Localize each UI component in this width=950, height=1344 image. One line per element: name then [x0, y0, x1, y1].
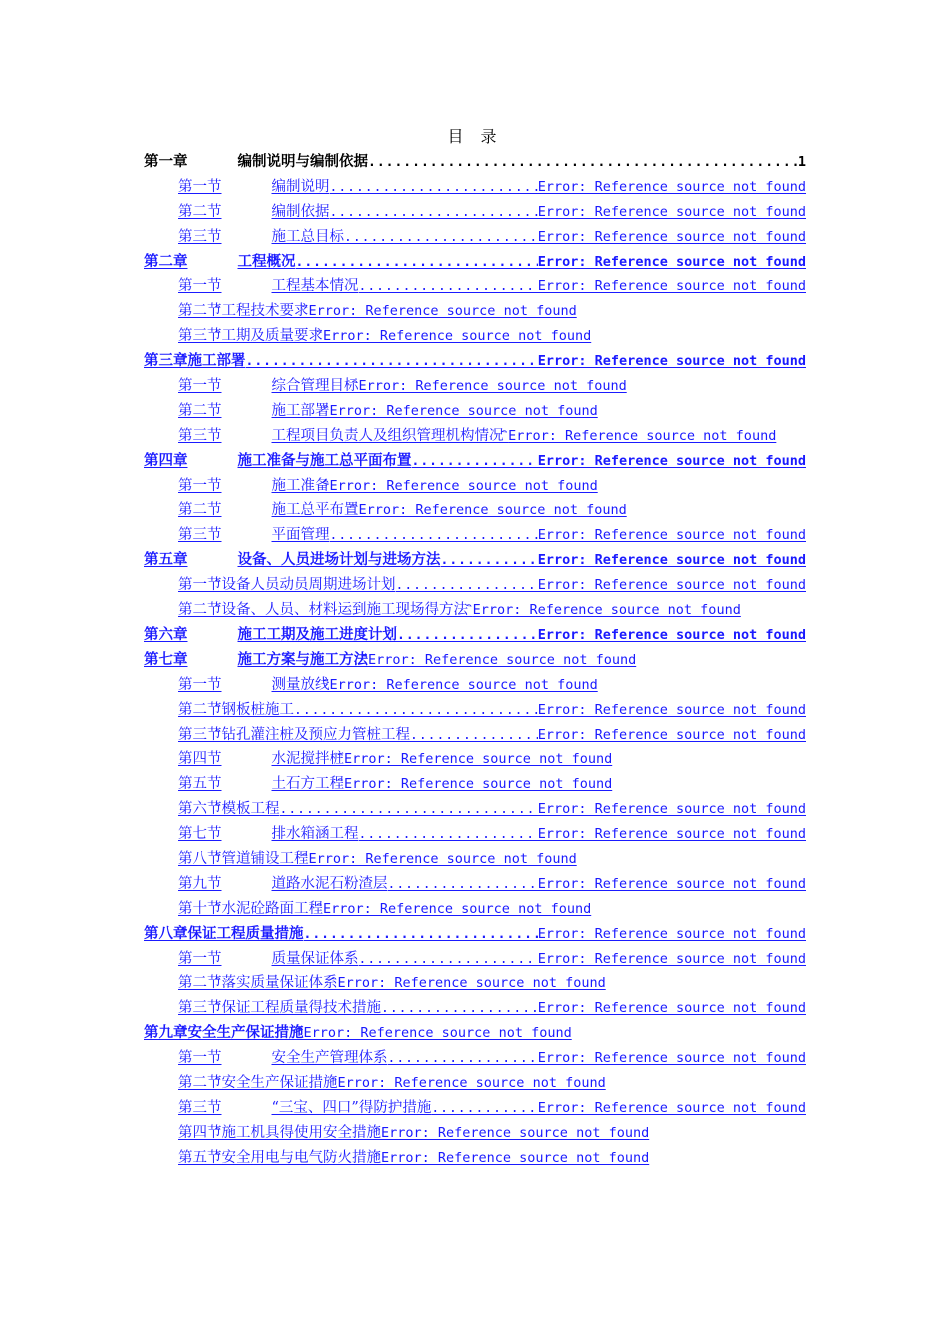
- entry-title: 工程基本情况: [271, 278, 359, 295]
- entry-number: 第四章: [144, 451, 188, 469]
- dot-leader: [410, 724, 538, 749]
- dot-leader: [396, 574, 538, 599]
- dot-leader: [359, 823, 538, 848]
- page-reference: Error: Reference source not found: [308, 850, 577, 867]
- page-reference: Error: Reference source not found: [537, 801, 806, 818]
- toc-entry-section[interactable]: [178, 324, 806, 349]
- page-reference: Error: Reference source not found: [537, 626, 806, 643]
- entry-title: 施工机具得使用安全措施: [221, 1124, 381, 1141]
- entry-title: 钻孔灌注桩及预应力管桩工程: [221, 726, 410, 743]
- page-reference: Error: Reference source not found: [329, 477, 598, 494]
- entry-title: 工程技术要求: [221, 303, 309, 320]
- entry-number: 第三节: [178, 726, 222, 743]
- page-reference: Error: Reference source not found: [537, 726, 806, 743]
- entry-number: 第二节: [178, 701, 222, 718]
- entry-number: 第六章: [144, 625, 188, 643]
- entry-title: 道路水泥石粉渣层: [271, 875, 388, 892]
- entry-number: 第三节: [178, 1000, 222, 1017]
- toc-entry-section[interactable]: [178, 1146, 806, 1171]
- toc-entry-section[interactable]: [178, 1071, 806, 1096]
- dot-leader: [381, 997, 538, 1022]
- page-reference: Error: Reference source not found: [381, 1149, 650, 1166]
- entry-number: 第二章: [144, 252, 188, 270]
- dot-leader: [431, 1097, 537, 1122]
- page-reference: Error: Reference source not found: [323, 328, 592, 345]
- toc-entry-chapter-3[interactable]: [144, 349, 806, 374]
- toc-entry-section[interactable]: [178, 474, 806, 499]
- toc-entry-chapter-6[interactable]: [144, 623, 806, 648]
- dot-leader: [359, 275, 538, 300]
- page-reference: Error: Reference source not found: [537, 353, 806, 370]
- page-reference: Error: Reference source not found: [537, 452, 806, 469]
- entry-number: 第六节: [178, 801, 222, 818]
- entry-title: 排水箱涵工程: [271, 826, 359, 843]
- page-reference: Error: Reference source not found: [537, 950, 806, 967]
- entry-number: 第二节: [178, 303, 222, 320]
- page-reference: Error: Reference source not found: [537, 527, 806, 544]
- entry-number: 第四节: [178, 751, 222, 768]
- page-reference: Error: Reference source not found: [329, 676, 598, 693]
- entry-title: 工程项目负责人及组织管理机构情况: [271, 427, 504, 444]
- page-reference: Error: Reference source not found: [537, 203, 806, 220]
- toc-entry-chapter-7[interactable]: [144, 648, 806, 673]
- entry-number: 第二节: [178, 602, 222, 619]
- dot-leader: [388, 1047, 538, 1072]
- entry-title: 钢板桩施工: [221, 701, 294, 718]
- entry-number: 第一节: [178, 178, 222, 195]
- toc-entry-section[interactable]: [178, 673, 806, 698]
- entry-title: 施工部署: [271, 402, 330, 419]
- toc-entry-chapter-5[interactable]: [144, 548, 806, 573]
- toc-entry-section[interactable]: [178, 996, 806, 1021]
- entry-title: 施工工期及施工进度计划: [237, 625, 397, 643]
- toc-entry-chapter-1[interactable]: [144, 150, 806, 175]
- page-reference: Error: Reference source not found: [537, 925, 806, 942]
- entry-title: 编制说明与编制依据: [237, 153, 368, 170]
- toc-entry-section[interactable]: [178, 897, 806, 922]
- dot-leader: [330, 176, 538, 201]
- page-reference: Error: Reference source not found: [537, 577, 806, 594]
- page-number: 1: [797, 154, 806, 170]
- entry-title: 施工准备: [271, 477, 330, 494]
- entry-number: 第十节: [178, 900, 222, 917]
- entry-title: 设备、人员进场计划与进场方法: [237, 551, 441, 569]
- page-reference: Error: Reference source not found: [537, 1099, 806, 1116]
- toc-entry-section[interactable]: [178, 299, 806, 324]
- toc-entry-section[interactable]: [178, 424, 806, 449]
- page-reference: Error: Reference source not found: [323, 900, 592, 917]
- toc-entry-section[interactable]: [178, 498, 806, 523]
- entry-title: 水泥搅拌桩: [271, 751, 344, 768]
- entry-number: 第三节: [178, 527, 222, 544]
- entry-number: 第八节: [178, 850, 222, 867]
- page-reference: Error: Reference source not found: [381, 1124, 650, 1141]
- entry-number: 第七节: [178, 826, 222, 843]
- toc-entry-section[interactable]: [178, 747, 806, 772]
- entry-number: 第一节: [178, 577, 222, 594]
- dot-leader: [388, 873, 538, 898]
- toc-entry-section[interactable]: [178, 947, 806, 972]
- entry-title: 安全生产保证措施: [187, 1024, 304, 1042]
- toc-entry-section[interactable]: [178, 523, 806, 548]
- entry-title: 施工总目标: [271, 228, 344, 245]
- dot-leader: [330, 201, 538, 226]
- toc-entry-section[interactable]: [178, 1096, 806, 1121]
- dot-leader: [441, 549, 538, 574]
- entry-number: 第二节: [178, 502, 222, 519]
- entry-number: 第三节: [178, 1099, 222, 1116]
- toc-entry-section[interactable]: [178, 573, 806, 598]
- toc-entry-section[interactable]: [178, 175, 806, 200]
- entry-number: 第四节: [178, 1124, 222, 1141]
- entry-title: 设备人员动员周期进场计划: [221, 577, 396, 594]
- entry-title: 施工部署: [187, 352, 246, 370]
- dot-leader: [330, 524, 538, 549]
- page-reference: Error: Reference source not found: [358, 378, 627, 395]
- page-reference: Error: Reference source not found: [337, 1074, 606, 1091]
- toc-entry-chapter-8[interactable]: [144, 922, 806, 947]
- entry-number: 第三节: [178, 228, 222, 245]
- toc-entry-chapter-4[interactable]: [144, 449, 806, 474]
- toc-entry-section[interactable]: [178, 225, 806, 250]
- entry-title: 安全用电与电气防火措施: [221, 1149, 381, 1166]
- toc-entry-section[interactable]: [178, 723, 806, 748]
- page-reference: Error: Reference source not found: [537, 875, 806, 892]
- page-reference: Error: Reference source not found: [537, 826, 806, 843]
- page-reference: Error: Reference source not found: [537, 253, 806, 270]
- page-reference: Error: Reference source not found: [537, 1050, 806, 1067]
- page-reference: Error: Reference source not found: [368, 651, 637, 668]
- dot-leader: [246, 350, 538, 375]
- entry-title: 编制说明: [271, 178, 330, 195]
- page-reference: Error: Reference source not found: [308, 303, 577, 320]
- toc-entry-section[interactable]: [178, 847, 806, 872]
- entry-number: 第一节: [178, 676, 222, 693]
- page-reference: Error: Reference source not found: [329, 402, 598, 419]
- entry-number: 第九节: [178, 875, 222, 892]
- dot-leader: [397, 624, 538, 649]
- entry-title: 保证工程质量得技术措施: [221, 1000, 381, 1017]
- page-reference: Error: Reference source not found: [472, 602, 741, 619]
- entry-title: 模板工程: [221, 801, 280, 818]
- entry-number: 第八章: [144, 924, 188, 942]
- dot-leader: [296, 251, 538, 276]
- entry-title: 土石方工程: [271, 776, 344, 793]
- toc-entry-chapter-9[interactable]: [144, 1021, 806, 1046]
- entry-title: 设备、人员、材料运到施工现场得方法: [221, 602, 468, 619]
- dot-leader: [344, 226, 538, 251]
- page-reference: Error: Reference source not found: [303, 1025, 572, 1042]
- toc-entry-section[interactable]: [178, 399, 806, 424]
- entry-title: 安全生产管理体系: [271, 1050, 388, 1067]
- page-reference: Error: Reference source not found: [358, 502, 627, 519]
- entry-number: 第二节: [178, 402, 222, 419]
- entry-title: 安全生产保证措施: [221, 1074, 338, 1091]
- entry-number: 第五节: [178, 1149, 222, 1166]
- toc-entry-section[interactable]: [178, 797, 806, 822]
- entry-number: 第一章: [144, 153, 188, 170]
- entry-title: 质量保证体系: [271, 950, 359, 967]
- toc-entry-section[interactable]: [178, 274, 806, 299]
- toc-entry-section[interactable]: [178, 1046, 806, 1071]
- toc-title: 目 录: [447, 127, 503, 146]
- dot-leader: [412, 450, 538, 475]
- entry-number: 第三节: [178, 427, 222, 444]
- page-reference: Error: Reference source not found: [537, 701, 806, 718]
- toc-entry-section[interactable]: [178, 772, 806, 797]
- dot-leader: [368, 151, 798, 176]
- entry-title: 工期及质量要求: [221, 328, 323, 345]
- page-reference: Error: Reference source not found: [508, 427, 777, 444]
- entry-number: 第七章: [144, 650, 188, 668]
- entry-number: 第二节: [178, 975, 222, 992]
- entry-title: 保证工程质量措施: [187, 924, 304, 942]
- toc-entry-section[interactable]: [178, 698, 806, 723]
- toc-entry-chapter-2[interactable]: [144, 250, 806, 275]
- entry-title: 落实质量保证体系: [221, 975, 338, 992]
- entry-number: 第一节: [178, 950, 222, 967]
- page-reference: Error: Reference source not found: [344, 751, 613, 768]
- table-of-contents: [144, 150, 806, 1171]
- entry-title: 工程概况: [237, 252, 296, 270]
- entry-number: 第一节: [178, 1050, 222, 1067]
- entry-title: “三宝、四口”得防护措施: [271, 1099, 432, 1116]
- entry-number: 第一节: [178, 477, 222, 494]
- toc-entry-section[interactable]: [178, 374, 806, 399]
- entry-title: 水泥砼路面工程: [221, 900, 323, 917]
- dot-leader: [304, 923, 538, 948]
- entry-number: 第一节: [178, 278, 222, 295]
- entry-title: 平面管理: [271, 527, 330, 544]
- page-reference: Error: Reference source not found: [537, 278, 806, 295]
- dot-leader: [294, 699, 538, 724]
- entry-number: 第二节: [178, 1074, 222, 1091]
- entry-title: 测量放线: [271, 676, 330, 693]
- page-reference: Error: Reference source not found: [337, 975, 606, 992]
- page-reference: Error: Reference source not found: [537, 552, 806, 569]
- entry-title: 施工方案与施工方法: [237, 650, 368, 668]
- entry-number: 第五节: [178, 776, 222, 793]
- toc-entry-section[interactable]: [178, 1121, 806, 1146]
- page-reference: Error: Reference source not found: [537, 228, 806, 245]
- entry-title: 编制依据: [271, 203, 330, 220]
- toc-entry-section[interactable]: [178, 598, 806, 623]
- entry-number: 第五章: [144, 551, 188, 569]
- toc-entry-section[interactable]: [178, 200, 806, 225]
- page-reference: Error: Reference source not found: [537, 1000, 806, 1017]
- entry-title: 施工总平布置: [271, 502, 359, 519]
- toc-entry-section[interactable]: [178, 872, 806, 897]
- entry-number: 第一节: [178, 378, 222, 395]
- dot-leader: [280, 798, 538, 823]
- page-reference: Error: Reference source not found: [537, 178, 806, 195]
- dot-leader: [359, 948, 538, 973]
- toc-entry-section[interactable]: [178, 822, 806, 847]
- entry-title: 管道铺设工程: [221, 850, 309, 867]
- entry-number: 第三节: [178, 328, 222, 345]
- entry-number: 第三章: [144, 352, 188, 370]
- page-reference: Error: Reference source not found: [344, 776, 613, 793]
- entry-number: 第九章: [144, 1024, 188, 1042]
- toc-entry-section[interactable]: [178, 971, 806, 996]
- entry-number: 第二节: [178, 203, 222, 220]
- entry-title: 施工准备与施工总平面布置: [237, 451, 412, 469]
- entry-title: 综合管理目标: [271, 378, 359, 395]
